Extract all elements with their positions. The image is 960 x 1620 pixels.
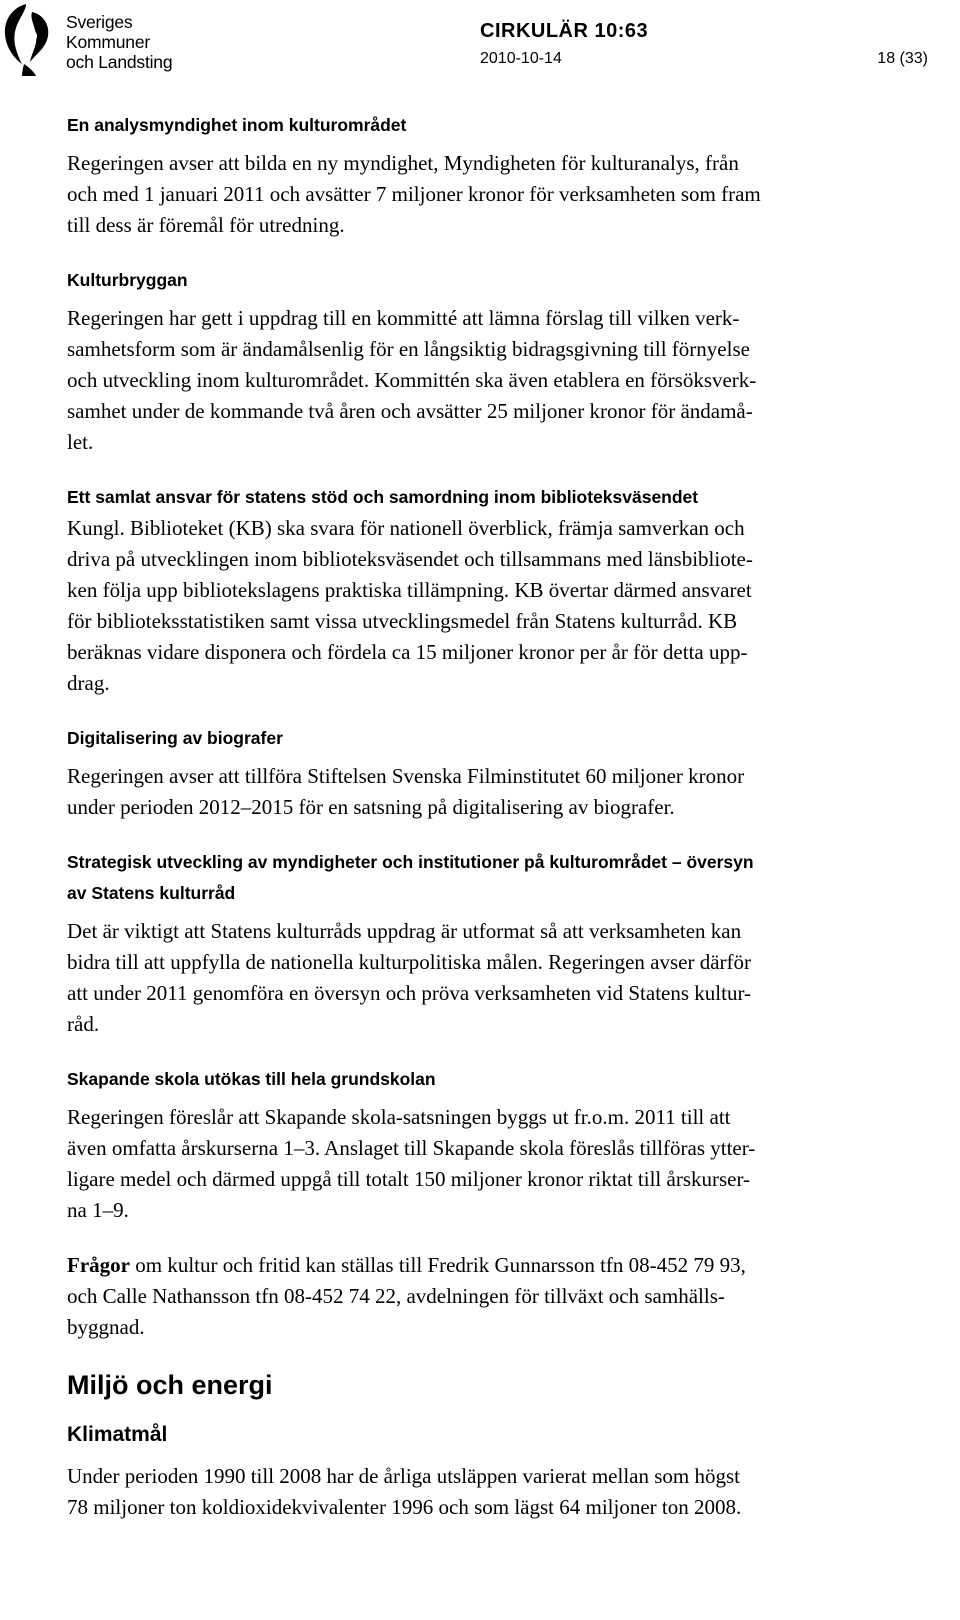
skl-emblem-icon [2,2,62,76]
body-line: och utveckling inom kulturområdet. Kommittén ska även etablera en försöksverk- [67,368,757,392]
body-line: Regeringen avser att tillföra Stiftelsen Svenska Filminstitutet 60 miljoner kronor [67,764,745,788]
section-heading: Digitalisering av biografer [67,728,283,748]
body-line: samhetsform som är ändamålsenlig för en långsiktig bidragsgivning till förnyelse [67,337,750,361]
body-line: let. [67,430,94,454]
section-heading: Skapande skola utökas till hela grundskolan [67,1069,436,1089]
page-number: 18 (33) [877,50,928,67]
logo-line: Kommuner [66,32,150,52]
circular-date: 2010-10-14 [480,50,562,67]
body-line: Under perioden 1990 till 2008 har de årliga utsläppen varierat mellan som högst [67,1464,740,1488]
skl-logo [2,2,192,76]
section-heading: Strategisk utveckling av myndigheter och institutioner på kulturområdet – översyn [67,852,754,872]
body-line: att under 2011 genomföra en översyn och pröva verksamheten vid Statens kultur- [67,981,752,1005]
questions-label: Frågor [67,1253,130,1277]
body-line: Det är viktigt att Statens kulturråds uppdrag är utformat så att verksamheten kan [67,919,742,943]
body-line: även omfatta årskurserna 1–3. Anslaget till Skapande skola föreslås tillföras ytter- [67,1136,756,1160]
body-line: byggnad. [67,1315,145,1339]
body-line: och med 1 januari 2011 och avsätter 7 miljoner kronor för verksamheten som fram [67,182,761,206]
body-line: 78 miljoner ton koldioxidekvivalenter 1996 och som lägst 64 miljoner ton 2008. [67,1495,742,1519]
logo-line: Sveriges [66,12,133,32]
logo-line: och Landsting [66,52,173,72]
body-line: drag. [67,671,110,695]
body-line: Regeringen har gett i uppdrag till en kommitté att lämna förslag till vilken verk- [67,306,740,330]
body-line: driva på utvecklingen inom biblioteksväsendet och tillsammans med länsbibliote- [67,547,753,571]
body-line: råd. [67,1012,100,1036]
subsection-title: Klimatmål [67,1423,168,1446]
logo-text [66,12,172,72]
body-line: ligare medel och därmed uppgå till totalt 150 miljoner kronor riktat till årskurser- [67,1167,751,1191]
chapter-title: Miljö och energi [67,1370,273,1400]
body-line: ken följa upp bibliotekslagens praktiska tillämpning. KB övertar därmed ansvaret [67,578,752,602]
section-heading: Kulturbryggan [67,270,188,290]
body-line: na 1–9. [67,1198,129,1222]
section-heading: Ett samlat ansvar för statens stöd och samordning inom biblioteksväsendet [67,487,699,507]
questions-line [67,1250,897,1281]
body-line: Regeringen avser att bilda en ny myndighet, Myndigheten för kulturanalys, från [67,151,739,175]
section-heading: av Statens kulturråd [67,883,236,903]
body-line: och Calle Nathansson tfn 08-452 74 22, avdelningen för tillväxt och samhälls- [67,1284,725,1308]
document-body [67,110,897,1523]
body-line: samhet under de kommande två åren och avsätter 25 miljoner kronor för ändamå- [67,399,753,423]
body-line: Regeringen föreslår att Skapande skola-satsningen byggs ut fr.o.m. 2011 till att [67,1105,731,1129]
body-line: beräknas vidare disponera och fördela ca 15 miljoner kronor per år för detta upp- [67,640,748,664]
body-line: under perioden 2012–2015 för en satsning på digitalisering av biografer. [67,795,675,819]
circular-title: CIRKULÄR 10:63 [480,20,649,42]
body-line: bidra till att uppfylla de nationella kulturpolitiska målen. Regeringen avser därför [67,950,752,974]
questions-text: om kultur och fritid kan ställas till Fredrik Gunnarsson tfn 08-452 79 93, [129,1253,746,1277]
body-line: till dess är föremål för utredning. [67,213,345,237]
body-line: för biblioteksstatistiken samt vissa utvecklingsmedel från Statens kulturråd. KB [67,609,738,633]
section-heading: En analysmyndighet inom kulturområdet [67,115,407,135]
body-line: Kungl. Biblioteket (KB) ska svara för nationell överblick, främja samverkan och [67,516,745,540]
